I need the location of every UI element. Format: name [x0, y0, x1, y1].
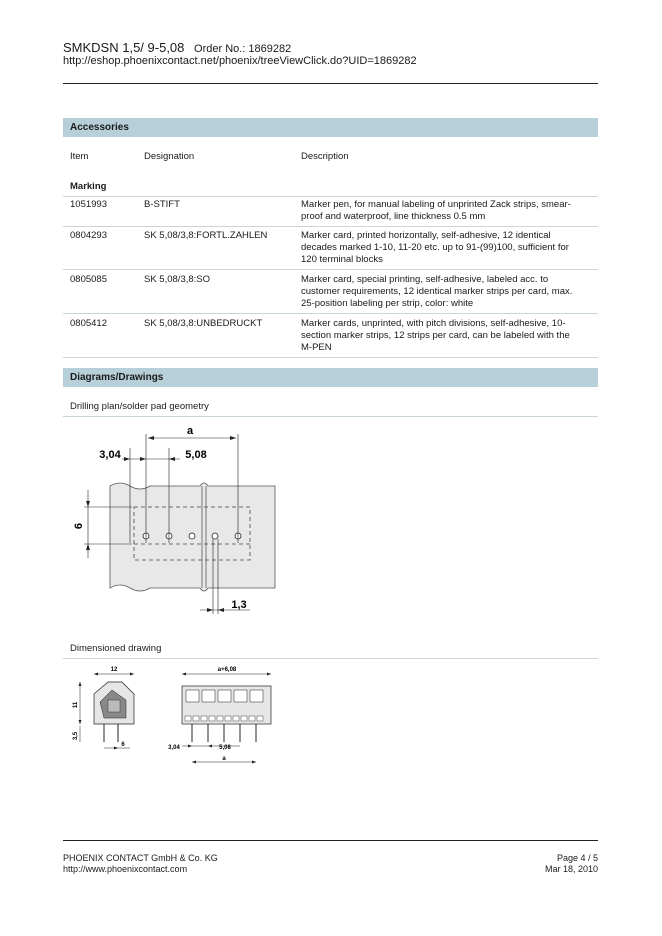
description-line: M-PEN — [301, 342, 332, 353]
dim-6-label: 6 — [73, 522, 85, 530]
footer-page-number: Page 4 / 5 — [556, 853, 598, 863]
dim-a608-label: a+6,08 — [217, 667, 237, 673]
dim-front-304-label: 3,04 — [168, 745, 180, 751]
document-title — [63, 40, 291, 55]
dim-a-label: a — [186, 425, 194, 437]
footer-left — [63, 853, 218, 875]
order-number: Order No.: 1869282 — [194, 43, 292, 55]
description-line: decades marked 1-10, 11-20 etc. up to 91-(99)100, sufficient for — [301, 242, 569, 253]
row-description — [301, 199, 593, 223]
product-name: SMKDSN 1,5/ 9-5,08 — [63, 40, 185, 55]
row-description — [301, 230, 593, 266]
column-header-description: Description — [301, 151, 349, 162]
drilling-plan-drawing — [70, 418, 290, 618]
dimensioned-drawing — [70, 662, 280, 768]
footer-site-link[interactable]: http://www.phoenixcontact.com — [63, 864, 188, 874]
dim-front-a-label: a — [222, 756, 226, 762]
description-line: section marker strips, 12 strips per card, can be labeled with the — [301, 330, 570, 341]
row-item: 1051993 — [70, 199, 107, 210]
row-divider — [63, 357, 598, 358]
row-divider — [63, 658, 598, 659]
description-line: Marker pen, for manual labeling of unprinted Zack strips, smear- — [301, 199, 571, 210]
dim-13-label: 1,3 — [231, 599, 247, 611]
product-url[interactable]: http://eshop.phoenixcontact.net/phoenix/treeViewClick.do?UID=1869282 — [63, 55, 417, 67]
drilling-plan-label: Drilling plan/solder pad geometry — [70, 401, 209, 412]
diagrams-section-header: Diagrams/Drawings — [63, 368, 598, 387]
description-line: Marker card, special printing, self-adhesive, labeled acc. to — [301, 274, 549, 285]
header-rule — [63, 83, 598, 84]
row-item: 0805085 — [70, 274, 107, 285]
accessories-section-header: Accessories — [63, 118, 598, 137]
row-item: 0805412 — [70, 318, 107, 329]
dim-304-label: 3,04 — [99, 449, 121, 461]
row-divider — [63, 269, 598, 270]
row-divider — [63, 416, 598, 417]
description-line: 25-position labeling per strip, color: white — [301, 298, 474, 309]
row-divider — [63, 196, 598, 197]
column-header-item: Item — [70, 151, 89, 162]
description-line: Marker cards, unprinted, with pitch divisions, self-adhesive, 10- — [301, 318, 566, 329]
dim-front-508-label: 5,08 — [219, 745, 231, 751]
row-divider — [63, 226, 598, 227]
footer-date: Mar 18, 2010 — [544, 864, 598, 874]
row-designation: SK 5,08/3,8:SO — [144, 274, 211, 285]
row-description — [301, 274, 593, 310]
description-line: 120 terminal blocks — [301, 254, 383, 265]
description-line: Marker card, printed horizontally, self-adhesive, 12 identical — [301, 230, 551, 241]
footer-company: PHOENIX CONTACT GmbH & Co. KG — [63, 853, 218, 863]
row-designation: SK 5,08/3,8:FORTL.ZAHLEN — [144, 230, 268, 241]
row-designation: SK 5,08/3,8:UNBEDRUCKT — [144, 318, 263, 329]
description-line: proof and waterproof, line thickness 0.5 mm — [301, 211, 486, 222]
footer-rule — [63, 840, 598, 841]
dimensioned-drawing-label: Dimensioned drawing — [70, 643, 162, 654]
description-line: customer requirements, 12 identical marker strips per card, max. — [301, 286, 573, 297]
row-description — [301, 318, 593, 354]
row-item: 0804293 — [70, 230, 107, 241]
footer-right — [545, 853, 598, 875]
dim-11-label: 11 — [73, 701, 79, 709]
group-label-marking: Marking — [70, 181, 107, 192]
row-designation: B-STIFT — [144, 199, 180, 210]
column-header-designation: Designation — [144, 151, 195, 162]
dim-35-label: 3,5 — [73, 731, 79, 741]
dim-12-label: 12 — [110, 667, 118, 673]
dim-side-6-label: 6 — [121, 742, 125, 748]
row-divider — [63, 313, 598, 314]
dim-508-label: 5,08 — [185, 449, 207, 461]
